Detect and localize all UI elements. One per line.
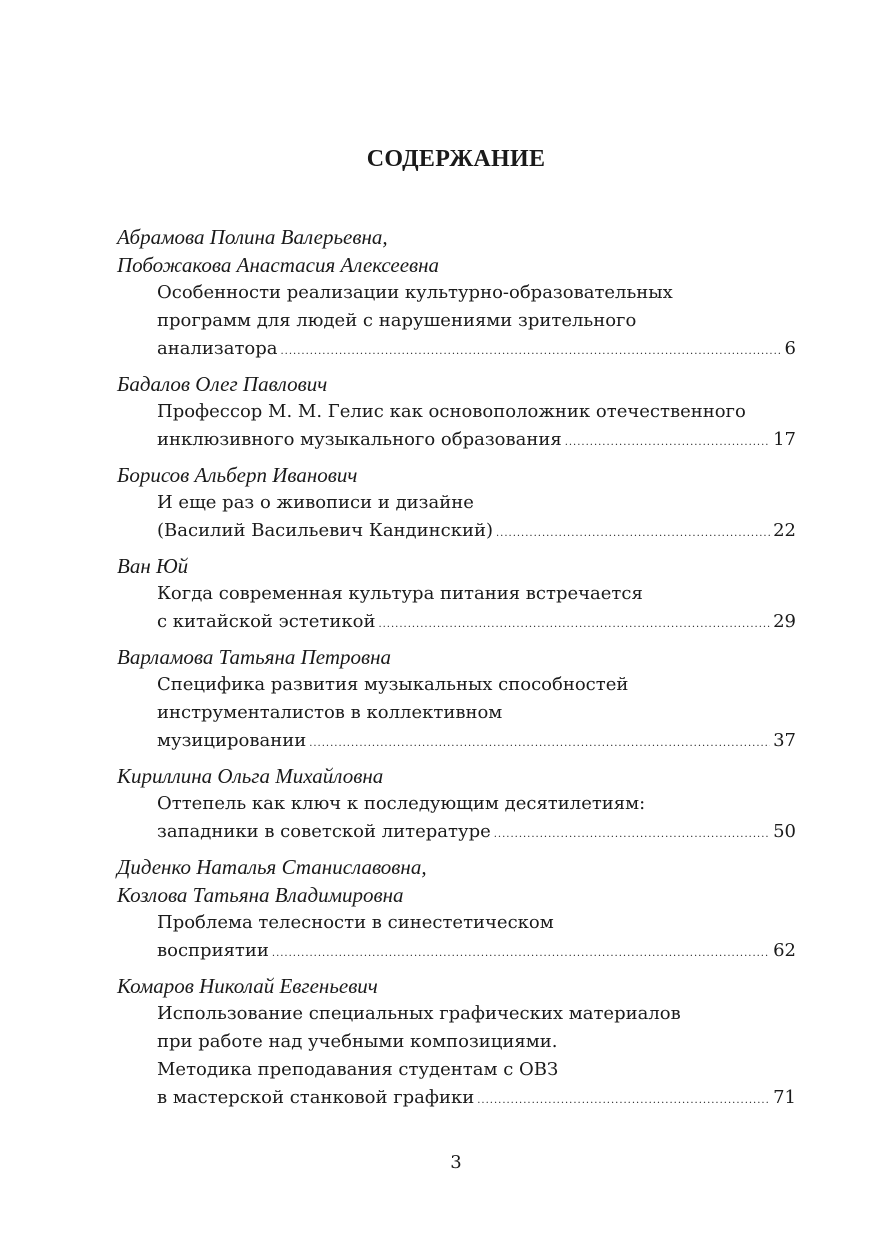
toc-title-last-line	[117, 727, 796, 755]
leader-dots	[272, 940, 770, 968]
toc-entry	[117, 853, 796, 965]
leader-dots	[281, 338, 782, 366]
toc-title-line: музицировании	[157, 730, 307, 751]
toc-author: Бадалов Олег Павлович	[117, 372, 328, 396]
toc-entry	[117, 762, 796, 846]
toc-title-line: Специфика развития музыкальных способностей	[157, 674, 629, 695]
leader-dots	[309, 730, 770, 758]
toc-page-number: 37	[773, 730, 796, 751]
leader-dots	[494, 821, 770, 849]
toc-author: Ван Юй	[117, 554, 189, 578]
toc-title-line: Когда современная культура питания встречается	[157, 583, 643, 604]
toc-author: Диденко Наталья Станиславовна,	[117, 855, 427, 879]
toc-title-line: с китайской эстетикой	[157, 611, 376, 632]
table-of-contents	[117, 223, 796, 1119]
toc-title-line: Методика преподавания студентам с ОВЗ	[157, 1059, 559, 1080]
toc-title-line: в мастерской станковой графики	[157, 1087, 475, 1108]
toc-author: Абрамова Полина Валерьевна,	[117, 225, 388, 249]
toc-title-line: инклюзивного музыкального образования	[157, 429, 562, 450]
toc-title-last-line	[117, 517, 796, 545]
toc-page-number: 71	[773, 1087, 796, 1108]
toc-title-line: инструменталистов в коллективном	[157, 702, 503, 723]
toc-title-line: Использование специальных графических материалов	[157, 1003, 681, 1024]
toc-author: Борисов Альберп Иванович	[117, 463, 358, 487]
toc-title-last-line	[117, 937, 796, 965]
toc-page-number: 6	[784, 338, 796, 359]
toc-page-number: 17	[773, 429, 796, 450]
toc-page-number: 29	[773, 611, 796, 632]
toc-entry	[117, 972, 796, 1112]
toc-title-line: (Василий Васильевич Кандинский)	[157, 520, 493, 541]
leader-dots	[565, 429, 770, 457]
toc-title-line: Особенности реализации культурно-образовательных	[157, 282, 673, 303]
toc-title-line: Проблема телесности в синестетическом	[157, 912, 554, 933]
toc-title-line: Оттепель как ключ к последующим десятилетиям:	[157, 793, 646, 814]
toc-page-number: 62	[773, 940, 796, 961]
toc-entry	[117, 552, 796, 636]
toc-title-line: анализатора	[157, 338, 278, 359]
toc-author: Побожакова Анастасия Алексеевна	[117, 253, 440, 277]
toc-title-line: И еще раз о живописи и дизайне	[157, 492, 474, 513]
toc-page-number: 50	[773, 821, 796, 842]
toc-title-line: западники в советской литературе	[157, 821, 491, 842]
toc-author: Козлова Татьяна Владимировна	[117, 883, 404, 907]
toc-entry	[117, 643, 796, 755]
leader-dots	[496, 520, 770, 548]
toc-title-line: восприятии	[157, 940, 269, 961]
toc-title-line: при работе над учебными композициями.	[157, 1031, 558, 1052]
toc-page-number: 22	[773, 520, 796, 541]
leader-dots	[378, 611, 770, 639]
toc-title-last-line	[117, 1084, 796, 1112]
toc-title-last-line	[117, 818, 796, 846]
leader-dots	[477, 1087, 770, 1115]
page-number: 3	[450, 1152, 462, 1173]
toc-author: Комаров Николай Евгеньевич	[117, 974, 378, 998]
toc-title-line: программ для людей с нарушениями зрительного	[157, 310, 637, 331]
toc-title-line: Профессор М. М. Гелис как основоположник отечественного	[157, 401, 746, 422]
toc-title-last-line	[117, 426, 796, 454]
toc-author: Варламова Татьяна Петровна	[117, 645, 392, 669]
toc-entry	[117, 461, 796, 545]
toc-entry	[117, 223, 796, 363]
toc-author: Кириллина Ольга Михайловна	[117, 764, 384, 788]
toc-title-last-line	[117, 608, 796, 636]
toc-title-last-line	[117, 335, 796, 363]
page-title: СОДЕРЖАНИЕ	[366, 146, 546, 172]
toc-entry	[117, 370, 796, 454]
